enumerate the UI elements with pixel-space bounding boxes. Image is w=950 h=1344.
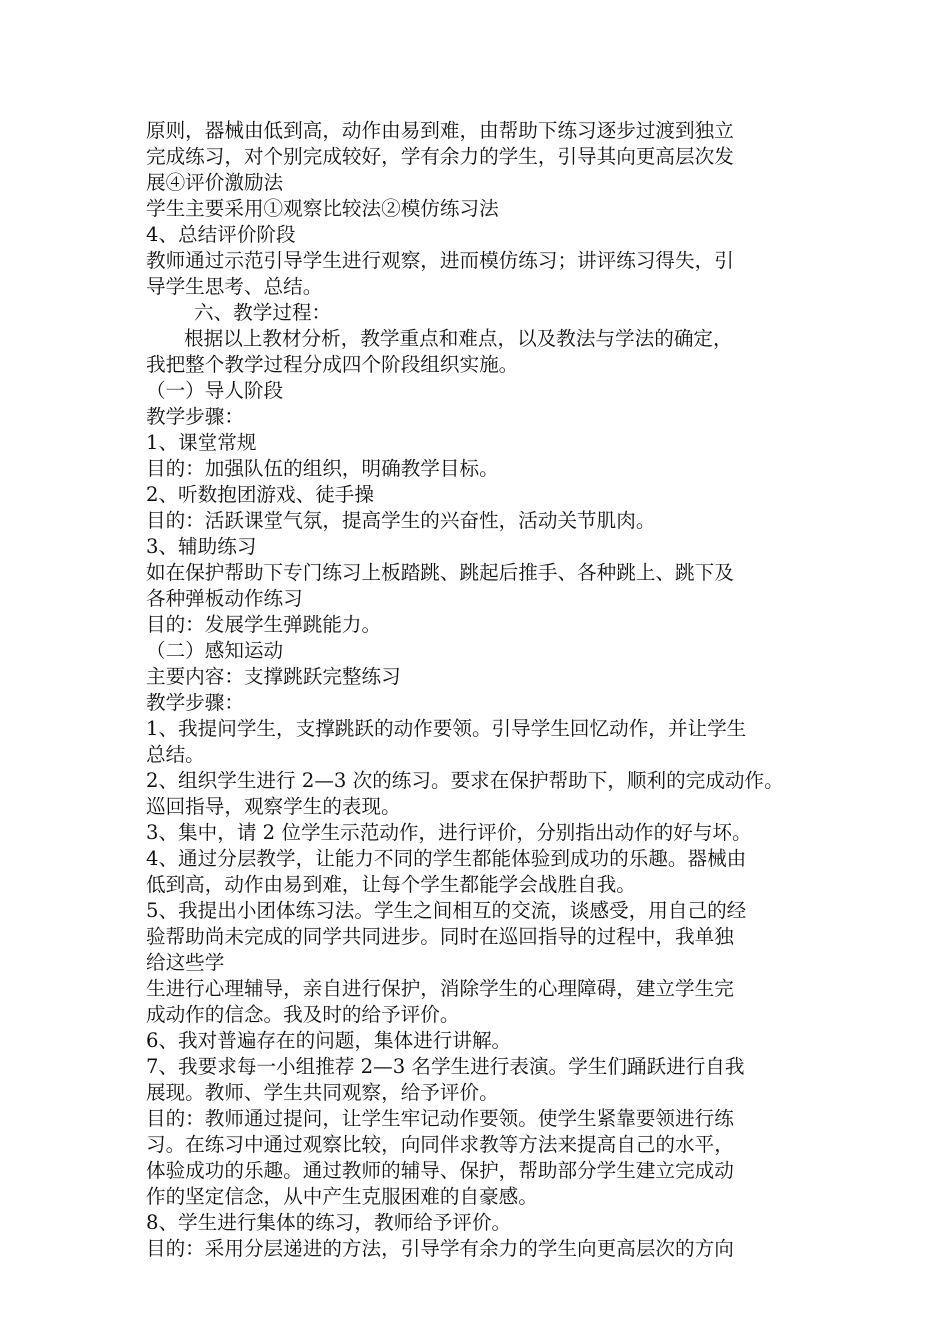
text-line: 给这些学	[146, 951, 225, 974]
text-line: 展现。教师、学生共同观察，给予评价。	[146, 1081, 499, 1104]
text-line: 教学步骤：	[146, 691, 244, 714]
text-line: 4、总结评价阶段	[146, 223, 296, 246]
text-line: 5、我提出小团体练习法。学生之间相互的交流，谈感受，用自己的经	[146, 899, 747, 922]
text-line: 2、听数抱团游戏、徒手操	[146, 483, 374, 506]
text-line: 生进行心理辅导，亲自进行保护，消除学生的心理障碍，建立学生完	[146, 977, 734, 1000]
text-line: 6、我对普遍存在的问题，集体进行讲解。	[146, 1029, 512, 1052]
text-line: 3、集中，请 2 位学生示范动作，进行评价，分别指出动作的好与坏。	[146, 821, 752, 844]
text-line: 目的：活跃课堂气氛，提高学生的兴奋性，活动关节肌肉。	[146, 509, 656, 532]
text-line: 巡回指导，观察学生的表现。	[146, 795, 401, 818]
text-line: 7、我要求每一小组推荐 2—3 名学生进行表演。学生们踊跃进行自我	[146, 1055, 745, 1078]
text-line: 3、辅助练习	[146, 535, 257, 558]
text-line: 教师通过示范引导学生进行观察，进而模仿练习；讲评练习得失，引	[146, 249, 734, 272]
text-line: 4、通过分层教学，让能力不同的学生都能体验到成功的乐趣。器械由	[146, 847, 747, 870]
text-line: 验帮助尚未完成的同学共同进步。同时在巡回指导的过程中，我单独	[146, 925, 734, 948]
text-line: 根据以上教材分析，教学重点和难点，以及教法与学法的确定，	[184, 327, 733, 350]
text-line: 教学步骤：	[146, 405, 244, 428]
text-line: 成动作的信念。我及时的给予评价。	[146, 1003, 460, 1026]
text-line: 目的：采用分层递进的方法，引导学有余力的学生向更高层次的方向	[146, 1237, 734, 1260]
text-line: （一）导人阶段	[146, 379, 284, 402]
text-line: （二）感知运动	[146, 639, 284, 662]
text-line: 低到高，动作由易到难，让每个学生都能学会战胜自我。	[146, 873, 636, 896]
text-line: 总结。	[146, 743, 205, 766]
text-line: 学生主要采用①观察比较法②模仿练习法	[146, 197, 499, 220]
text-line: 目的：发展学生弹跳能力。	[146, 613, 382, 636]
text-line: 2、组织学生进行 2—3 次的练习。要求在保护帮助下，顺利的完成动作。	[146, 769, 784, 792]
text-line: 目的：教师通过提问，让学生牢记动作要领。使学生紧靠要领进行练	[146, 1107, 734, 1130]
text-line: 8、学生进行集体的练习，教师给予评价。	[146, 1211, 512, 1234]
text-line: 原则，器械由低到高，动作由易到难，由帮助下练习逐步过渡到独立	[146, 119, 734, 142]
text-line: 目的：加强队伍的组织，明确教学目标。	[146, 457, 499, 480]
text-line: 如在保护帮助下专门练习上板踏跳、跳起后推手、各种跳上、跳下及	[146, 561, 734, 584]
text-line: 六、教学过程：	[194, 301, 332, 324]
text-line: 导学生思考、总结。	[146, 275, 323, 298]
text-line: 1、课堂常规	[146, 431, 257, 454]
text-line: 体验成功的乐趣。通过教师的辅导、保护，帮助部分学生建立完成动	[146, 1159, 734, 1182]
text-line: 作的坚定信念，从中产生克服困难的自豪感。	[146, 1185, 538, 1208]
text-line: 习。在练习中通过观察比较，向同伴求教等方法来提高自己的水平，	[146, 1133, 734, 1156]
document-page	[146, 118, 826, 1262]
text-line: 1、我提问学生，支撑跳跃的动作要领。引导学生回忆动作，并让学生	[146, 717, 747, 740]
text-line: 各种弹板动作练习	[146, 587, 303, 610]
text-line: 我把整个教学过程分成四个阶段组织实施。	[146, 353, 519, 376]
text-line: 主要内容：支撑跳跃完整练习	[146, 665, 401, 688]
text-line: 完成练习，对个别完成较好，学有余力的学生，引导其向更高层次发	[146, 145, 734, 168]
text-line: 展④评价激励法	[146, 171, 284, 194]
